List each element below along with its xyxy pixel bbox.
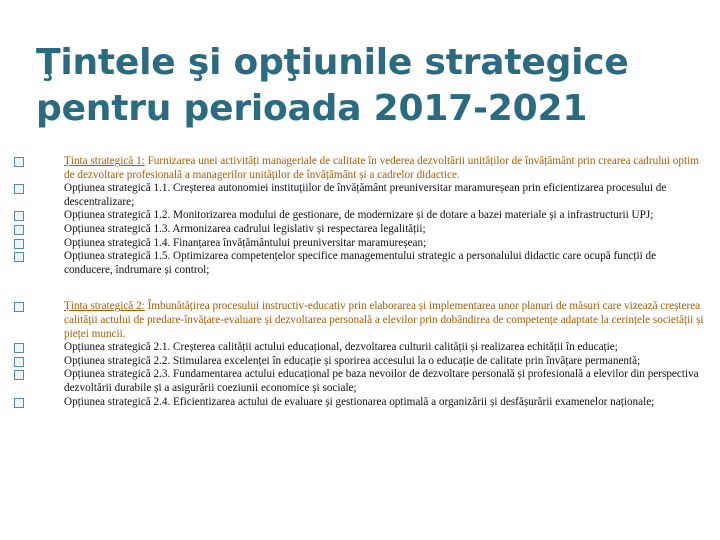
square-bullet-icon [14,252,24,262]
option-text: Opțiunea strategică 1.1. Creșterea autonomiei instituțiilor de învățământ preuniversitar maramureșean prin eficientizarea procesului de descentralizare; [64,182,667,208]
slide-title-line1: Ţintele şi opţiunile strategice [36,42,629,83]
square-bullet-icon [14,370,24,380]
square-bullet-icon [14,398,24,408]
slide-content [14,155,706,409]
option-1-5 [14,250,706,277]
square-bullet-icon [14,357,24,367]
option-text: Opțiunea strategică 2.4. Eficientizarea actului de evaluare și gestionarea optimală a organizării și desfășurării examenelor naționale; [64,395,655,408]
option-2-4 [14,396,706,410]
square-bullet-icon [14,184,24,194]
square-bullet-icon [14,225,24,235]
option-text: Opțiunea strategică 2.1. Creșterea calității actului educațional, dezvoltarea culturii calității și realizarea echității în educație; [64,341,618,354]
option-1-3 [14,223,706,237]
square-bullet-icon [14,211,24,221]
option-text: Opțiunea strategică 2.3. Fundamentarea actului educațional pe baza nevoilor de dezvoltare personală și profesională a elevilor din perspectiva dezvoltării durabile și a asigurării coeziunii economice și sociale; [64,368,699,394]
goal-2-label: Ținta strategică 2: [64,300,145,313]
square-bullet-icon [14,302,24,312]
option-2-1 [14,341,706,355]
goal-2-text: Îmbunătățirea procesului instructiv-educativ prin elaborarea și implementarea unor planuri de măsuri care vizează creșterea calității actului de predare-învățare-evaluare și dezvoltarea personală a elevilor prin dobândirea de competențe adaptate la cerințele societății și pieței muncii. [64,300,704,340]
option-2-2 [14,355,706,369]
option-2-3 [14,368,706,395]
option-text: Opțiunea strategică 1.2. Monitorizarea modului de gestionare, de modernizare și de dotare a bazei materiale și a infrastructurii UPJ; [64,209,654,222]
option-text: Opțiunea strategică 1.4. Finanțarea învățământului preuniversitar maramureșean; [64,236,427,249]
option-text: Opțiunea strategică 1.3. Armonizarea cadrului legislativ și respectarea legalității; [64,222,426,235]
goal-1-text: Furnizarea unei activități manageriale de calitate în vederea dezvoltării unităților de învățământ prin crearea cadrului optim de dezvoltare profesională a managerilor unităților de învățământ și a cadrelor didactice. [64,155,699,181]
goal-1-label: Ținta strategică 1: [64,155,145,167]
slide-title [36,40,696,132]
square-bullet-icon [14,157,24,167]
option-text: Opțiunea strategică 2.2. Stimularea excelenței în educație și sporirea accesului la o educație de calitate prin învățare permanentă; [64,354,641,367]
slide-title-line2: pentru perioada 2017-2021 [36,88,588,129]
square-bullet-icon [14,343,24,353]
option-1-1 [14,182,706,209]
goal-1 [14,155,706,182]
option-text: Opțiunea strategică 1.5. Optimizarea competențelor specifice managementului strategic a personalului didactic care ocupă funcții de conducere, îndrumare și control; [64,250,657,276]
option-1-4 [14,237,706,251]
goal-2 [14,300,706,341]
option-1-2 [14,209,706,223]
square-bullet-icon [14,239,24,249]
